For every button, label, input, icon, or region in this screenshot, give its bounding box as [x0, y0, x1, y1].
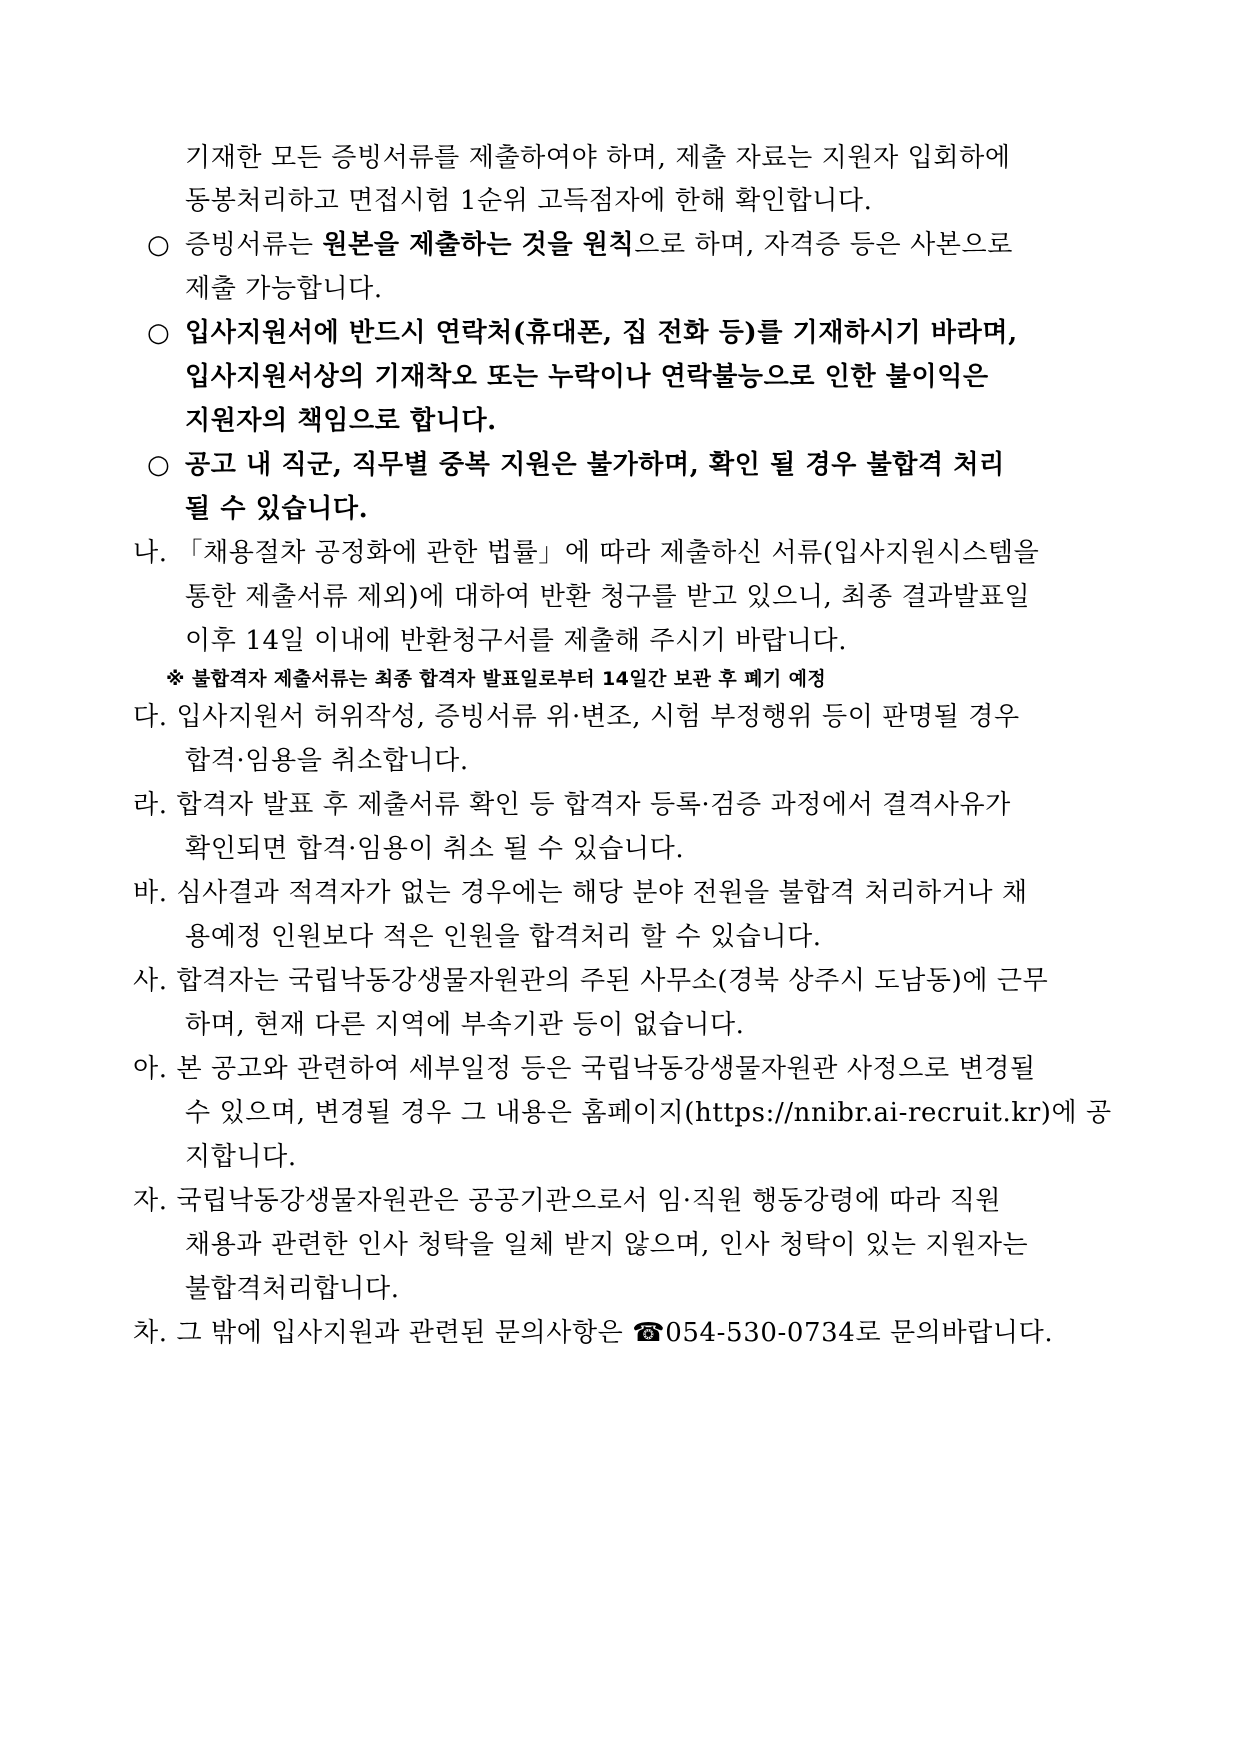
item-a-line-2: 수 있으며, 변경될 경우 그 내용은 홈페이지(https://nnibr.ai-recruit.kr)에 공	[185, 1098, 1112, 1128]
item-ra-line-1: 합격자 발표 후 제출서류 확인 등 합격자 등록·검증 과정에서 결격사유가	[176, 790, 1011, 820]
item-cha-post: 로 문의바랍니다.	[855, 1318, 1054, 1348]
bullet-item-evidence	[147, 228, 1013, 262]
item-ba	[133, 876, 1028, 910]
item-sa-label: 사.	[133, 966, 168, 996]
item-na-label: 나.	[133, 538, 168, 568]
bullet-3-line-1: 공고 내 직군, 직무별 중복 지원은 불가하며, 확인 될 경우 불합격 처리	[185, 450, 1005, 480]
item-cha-label: 차.	[133, 1318, 168, 1348]
item-na	[133, 536, 1039, 570]
phone-icon: ☎	[632, 1318, 666, 1348]
bullet-icon: ○	[147, 450, 171, 480]
item-ba-label: 바.	[133, 878, 168, 908]
item-cha-pre: 그 밖에 입사지원과 관련된 문의사항은	[176, 1318, 633, 1348]
bullet-1-line-2: 제출 가능합니다.	[185, 274, 383, 304]
bullet-icon: ○	[147, 230, 171, 260]
item-da-line-2: 합격·임용을 취소합니다.	[185, 746, 469, 776]
item-ra-line-2: 확인되면 합격·임용이 취소 될 수 있습니다.	[185, 834, 685, 864]
item-ba-line-1: 심사결과 적격자가 없는 경우에는 해당 분야 전원을 불합격 처리하거나 채	[176, 878, 1028, 908]
bullet-item-duplicate	[147, 448, 1005, 482]
bullet-item-contact	[147, 316, 1018, 350]
cont-line-1: 기재한 모든 증빙서류를 제출하여야 하며, 제출 자료는 지원자 입회하에	[185, 143, 1011, 173]
item-sa-line-1: 합격자는 국립낙동강생물자원관의 주된 사무소(경북 상주시 도남동)에 근무	[176, 966, 1049, 996]
item-ja-line-3: 불합격처리합니다.	[185, 1274, 400, 1304]
item-cha	[133, 1316, 1053, 1350]
item-ba-line-2: 용예정 인원보다 적은 인원을 합격처리 할 수 있습니다.	[185, 922, 822, 952]
item-na-line-3: 이후 14일 이내에 반환청구서를 제출해 주시기 바랍니다.	[185, 626, 848, 656]
bullet-1-strong: 원본을 제출하는 것을 원칙	[322, 230, 635, 260]
item-ja-line-1: 국립낙동강생물자원관은 공공기관으로서 임·직원 행동강령에 따라 직원	[176, 1186, 1002, 1216]
bullet-1-post: 으로 하며, 자격증 등은 사본으로	[634, 230, 1013, 260]
item-ra	[133, 788, 1011, 822]
bullet-3-line-2: 될 수 있습니다.	[185, 494, 369, 524]
item-ja	[133, 1184, 1001, 1218]
contact-phone-number: 054-530-0734	[665, 1318, 856, 1348]
item-ra-label: 라.	[133, 790, 168, 820]
bullet-2-line-3: 지원자의 책임으로 합니다.	[185, 406, 497, 436]
item-a-label: 아.	[133, 1054, 168, 1084]
bullet-icon: ○	[147, 318, 171, 348]
item-ja-line-2: 채용과 관련한 인사 청탁을 일체 받지 않으며, 인사 청탁이 있는 지원자는	[185, 1230, 1029, 1260]
item-a	[133, 1052, 1036, 1086]
bullet-2-line-2: 입사지원서상의 기재착오 또는 누락이나 연락불능으로 인한 불이익은	[185, 362, 989, 392]
bullet-2-line-1: 입사지원서에 반드시 연락처(휴대폰, 집 전화 등)를 기재하시기 바라며,	[185, 318, 1018, 348]
item-da	[133, 700, 1020, 734]
item-sa	[133, 964, 1048, 998]
item-da-label: 다.	[133, 702, 168, 732]
cont-line-2: 동봉처리하고 면접시험 1순위 고득점자에 한해 확인합니다.	[185, 186, 873, 216]
item-ja-label: 자.	[133, 1186, 168, 1216]
item-a-line-1: 본 공고와 관련하여 세부일정 등은 국립낙동강생물자원관 사정으로 변경될	[176, 1054, 1036, 1084]
item-da-line-1: 입사지원서 허위작성, 증빙서류 위·변조, 시험 부정행위 등이 판명될 경우	[176, 702, 1020, 732]
item-na-line-2: 통한 제출서류 제외)에 대하여 반환 청구를 받고 있으니, 최종 결과발표일	[185, 582, 1031, 612]
item-na-note: ※ 불합격자 제출서류는 최종 합격자 발표일로부터 14일간 보관 후 폐기 예정	[166, 668, 827, 690]
item-sa-line-2: 하며, 현재 다른 지역에 부속기관 등이 없습니다.	[185, 1010, 745, 1040]
item-a-line-3: 지합니다.	[185, 1142, 297, 1172]
item-na-line-1: 「채용절차 공정화에 관한 법률」에 따라 제출하신 서류(입사지원시스템을	[176, 538, 1040, 568]
bullet-1-pre: 증빙서류는	[185, 230, 323, 260]
